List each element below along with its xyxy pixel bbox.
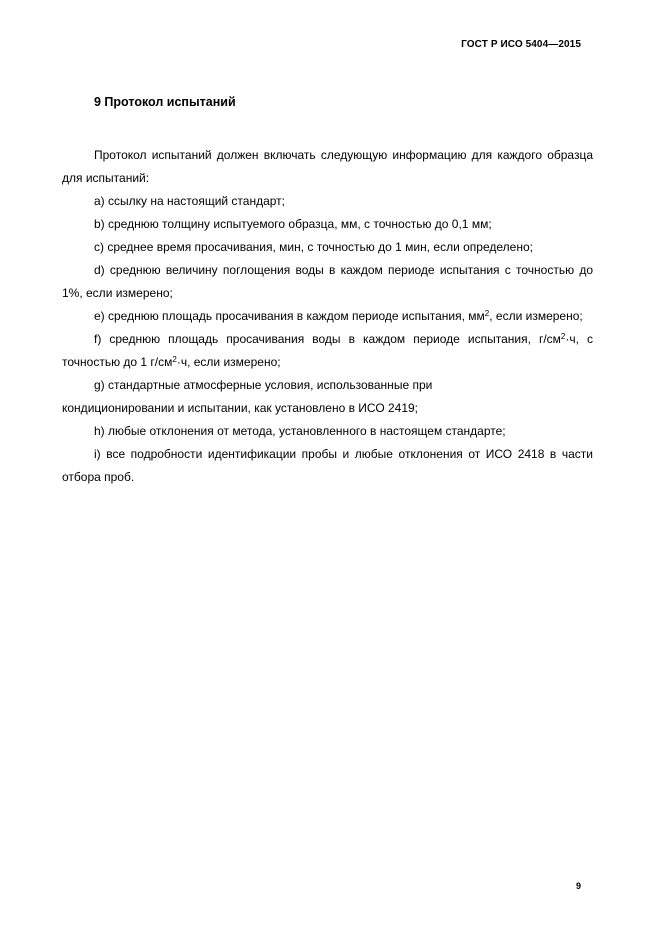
list-item-e [62,305,593,328]
superscript: 2 [172,355,177,364]
list-item-f [62,328,593,374]
section-title: 9 Протокол испытаний [94,95,236,109]
document-body [62,144,593,489]
list-item-b: b) среднюю толщину испытуемого образца, мм, с точностью до 0,1 мм; [94,217,492,231]
list-item-f-middle: ·ч, с точностью до 1 г/см [62,332,594,369]
list-item-e-tail: , если измерено; [489,309,583,323]
list-item-a: a) ссылку на настоящий стандарт; [94,194,286,208]
list-item-h: h) любые отклонения от метода, установленного в настоящем стандарте; [94,424,506,438]
document-header: ГОСТ Р ИСО 5404—2015 [461,39,581,50]
list-item-f-tail: ·ч, если измерено; [176,355,281,369]
superscript: 2 [560,332,566,341]
list-item-g [62,374,593,420]
list-item-e-text: e) среднюю площадь просачивания в каждом периоде испытания, мм [94,309,485,323]
paragraph-intro: Протокол испытаний должен включать следующую информацию для каждого образца для испытаний: [62,148,593,185]
superscript: 2 [484,309,490,318]
list-item-i: i) все подробности идентификации пробы и любые отклонения от ИСО 2418 в части отбора проб. [62,447,593,484]
list-item-c: c) среднее время просачивания, мин, с точностью до 1 мин, если определено; [94,240,533,254]
list-item-g-line1: g) стандартные атмосферные условия, использованные при [94,378,433,392]
list-item-d: d) среднюю величину поглощения воды в каждом периоде испытания с точностью до 1%, если измерено; [62,263,593,300]
list-item-f-text: f) среднюю площадь просачивания воды в каждом периоде испытания, г/см [94,332,561,346]
list-item-g-line2: кондиционировании и испытании, как установлено в ИСО 2419; [62,401,419,415]
page-number: 9 [576,881,582,891]
